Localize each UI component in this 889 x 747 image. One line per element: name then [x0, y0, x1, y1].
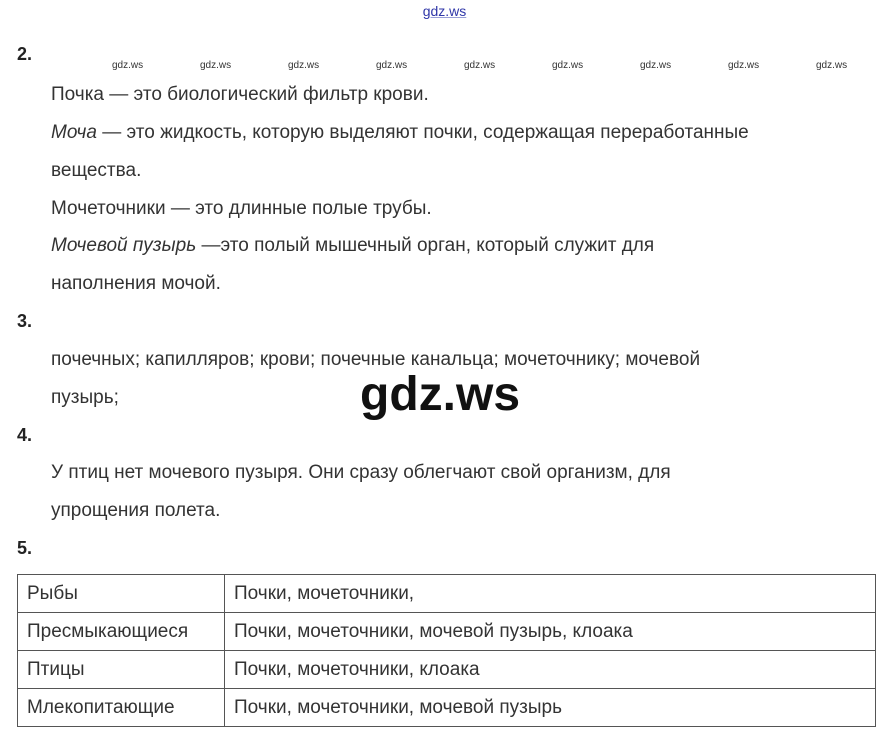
table-row — [18, 689, 876, 727]
question-number-5: 5. — [17, 538, 33, 558]
answer-line: упрощения полета. — [51, 500, 221, 521]
animal-cell: Пресмыкающиеся — [18, 613, 225, 651]
watermark-small: gdz.ws — [376, 60, 408, 71]
answer-line: Мочеточники — это длинные полые трубы. — [51, 198, 432, 219]
table-row — [18, 651, 876, 689]
term-italic: Мочевой пузырь — [51, 235, 197, 256]
answer-line: пузырь; — [51, 387, 119, 408]
table-row — [18, 613, 876, 651]
definition-text: — это жидкость, которую выделяют почки, содержащая переработанные — [96, 122, 749, 143]
organs-cell: Почки, мочеточники, мочевой пузырь, клоака — [225, 613, 876, 651]
watermark-small: gdz.ws — [552, 60, 584, 71]
comparison-table — [17, 574, 876, 727]
watermark-small: gdz.ws — [112, 60, 144, 71]
answer-line: наполнения мочой. — [51, 273, 221, 294]
answer-line: вещества. — [51, 160, 142, 181]
watermark-small: gdz.ws — [200, 60, 232, 71]
answer-line — [51, 235, 654, 257]
term-italic: Моча — [51, 122, 97, 143]
question-number-2: 2. — [17, 44, 33, 64]
watermark-top: gdz.ws — [422, 3, 467, 19]
watermark-row — [0, 60, 889, 74]
watermark-small: gdz.ws — [288, 60, 320, 71]
animal-cell: Птицы — [18, 651, 225, 689]
watermark-big: gdz.ws — [360, 368, 521, 421]
table-row — [18, 575, 876, 613]
definition-text: —это полый мышечный орган, который служит для — [196, 235, 655, 256]
organs-cell: Почки, мочеточники, мочевой пузырь — [225, 689, 876, 727]
answer-line — [51, 122, 749, 144]
watermark-small: gdz.ws — [464, 60, 496, 71]
question-number-3: 3. — [17, 311, 33, 331]
question-number-4: 4. — [17, 425, 33, 445]
watermark-small: gdz.ws — [640, 60, 672, 71]
animal-cell: Млекопитающие — [18, 689, 225, 727]
watermark-small: gdz.ws — [816, 60, 848, 71]
watermark-small: gdz.ws — [728, 60, 760, 71]
animal-cell: Рыбы — [18, 575, 225, 613]
answer-line: почечных; капилляров; крови; почечные канальца; мочеточнику; мочевой — [51, 349, 701, 370]
answer-line: У птиц нет мочевого пузыря. Они сразу облегчают свой организм, для — [51, 462, 671, 483]
answer-line: Почка — это биологический фильтр крови. — [51, 84, 429, 105]
organs-cell: Почки, мочеточники, клоака — [225, 651, 876, 689]
organs-cell: Почки, мочеточники, — [225, 575, 876, 613]
